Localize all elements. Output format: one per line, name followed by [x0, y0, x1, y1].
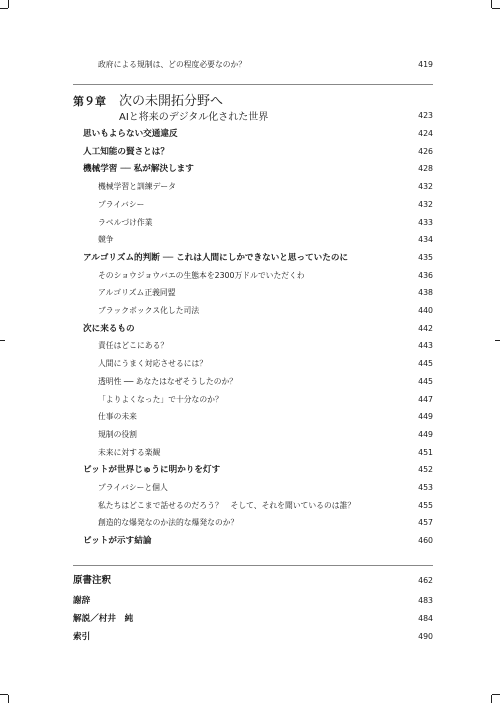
- toc-subsection[interactable]: [0, 303, 500, 319]
- toc-entry-title: 規制の役割: [98, 429, 137, 439]
- toc-entry-title: アルゴリズム正義同盟: [98, 288, 176, 298]
- toc-subsection[interactable]: [0, 179, 500, 195]
- toc-entry-title: 思いもよらない交通違反: [83, 129, 178, 139]
- toc-subsection[interactable]: [0, 268, 500, 284]
- crop-mark: [0, 8, 8, 9]
- toc-entry-page: 432: [418, 182, 433, 192]
- toc-subsection[interactable]: [0, 445, 500, 461]
- toc-section[interactable]: [0, 462, 500, 478]
- toc-entry-title: 人工知能の賢さとは？: [83, 146, 169, 157]
- toc-subsection[interactable]: [0, 427, 500, 443]
- crop-mark: [8, 695, 9, 703]
- toc-entry-title: 次に来るもの: [83, 323, 135, 334]
- toc-back-matter-item[interactable]: [0, 611, 500, 627]
- chapter-title: 次の未開拓分野へ: [119, 94, 224, 109]
- toc-section[interactable]: [0, 126, 500, 142]
- chapter-number: 第９章: [73, 95, 106, 108]
- toc-subsection[interactable]: [0, 515, 500, 531]
- toc-subsection[interactable]: [0, 215, 500, 231]
- toc-entry-title: 「よりよくなった」で十分なのか？: [98, 394, 223, 404]
- toc-entry-title: 解説／村井 純: [73, 614, 134, 624]
- toc-entry-title: ビットが示す結論: [83, 536, 152, 547]
- toc-subsection[interactable]: [0, 498, 500, 514]
- toc-entry-title: 仕事の未来: [98, 412, 137, 422]
- crop-mark: [492, 694, 500, 695]
- toc-back-matter-item[interactable]: [0, 593, 500, 609]
- crop-mark: [491, 695, 492, 703]
- toc-entry-page: 438: [418, 288, 433, 298]
- toc-entry-page: 490: [418, 632, 433, 641]
- toc-entry-page: 436: [418, 270, 433, 280]
- toc-subsection[interactable]: [0, 356, 500, 372]
- crop-mark: [8, 0, 9, 8]
- toc-entry-page: 434: [418, 235, 433, 245]
- chapter-page: 423: [418, 111, 433, 120]
- toc-subsection[interactable]: [0, 392, 500, 408]
- toc-entry-title: そのショウジョウバエの生態本を2300万ドルでいただくわ: [98, 270, 305, 280]
- toc-entry-page: 457: [418, 518, 433, 528]
- toc-entry-page: 432: [418, 199, 433, 209]
- toc-subsection[interactable]: [0, 285, 500, 301]
- toc-section[interactable]: [0, 161, 500, 177]
- toc-entry-title: 私たちはどこまで話せるのだろう？ そして、それを聞いているのは誰？: [98, 500, 356, 510]
- toc-section[interactable]: [0, 533, 500, 549]
- toc-entry-page: 447: [418, 394, 433, 404]
- toc-entry-title: 機械学習 ── 私が解決します: [83, 164, 194, 175]
- toc-entry-title: 未来に対する楽観: [98, 447, 161, 457]
- toc-entry-page: 428: [418, 164, 433, 174]
- toc-section[interactable]: [0, 144, 500, 160]
- toc-entry-page: 433: [418, 217, 433, 227]
- toc-entry-page: 452: [418, 465, 433, 475]
- toc-entry-title: プライバシーと個人: [98, 483, 168, 492]
- chapter-rule: [73, 84, 433, 85]
- toc-section[interactable]: [0, 250, 500, 266]
- chapter-subtitle: AIと将来のデジタル化された世界: [119, 112, 269, 123]
- toc-entry-title: ブラックボックス化した司法: [98, 306, 200, 315]
- toc-entry-page: 455: [418, 500, 433, 510]
- toc-subsection[interactable]: [0, 338, 500, 354]
- toc-entry-page: 442: [418, 323, 433, 333]
- toc-entry-page: 443: [418, 341, 433, 351]
- toc-entry-page: 419: [418, 60, 433, 69]
- toc-entry-title: 原書注釈: [73, 575, 112, 586]
- back-matter-rule: [73, 565, 433, 566]
- crop-mark: [492, 8, 500, 9]
- toc-entry-title: 創造的な爆発なのか法的な爆発なのか？: [98, 518, 239, 528]
- toc-entry-title: 謝辞: [73, 596, 91, 606]
- toc-entry-title: 索引: [73, 632, 91, 642]
- toc-entry-page: 449: [418, 412, 433, 422]
- toc-entry-top[interactable]: [0, 57, 500, 73]
- toc-entry-page: 451: [418, 447, 433, 457]
- toc-entry-title: 人間にうまく対応させるには？: [98, 359, 208, 369]
- toc-entry-page: 483: [418, 596, 433, 605]
- toc-entry-page: 424: [418, 129, 433, 138]
- crop-mark: [491, 0, 492, 8]
- toc-entry-page: 462: [418, 576, 433, 585]
- toc-entry-page: 460: [418, 536, 433, 546]
- toc-back-matter-item[interactable]: [0, 629, 500, 645]
- toc-subsection[interactable]: [0, 374, 500, 390]
- toc-entry-title: 政府による規制は、どの程度必要なのか？: [98, 60, 247, 69]
- toc-entry-page: 445: [418, 376, 433, 386]
- toc-subsection[interactable]: [0, 409, 500, 425]
- toc-entry-title: 透明性 ── あなたはなぜそうしたのか？: [98, 376, 238, 386]
- toc-entry-title: アルゴリズム的判断 ── これは人間にしかできないと思っていたのに: [83, 252, 349, 263]
- toc-subsection[interactable]: [0, 197, 500, 213]
- toc-entry-title: ビットが世界じゅうに明かりを灯す: [83, 465, 221, 476]
- toc-entry-page: 449: [418, 429, 433, 439]
- toc-back-matter-item[interactable]: [0, 573, 500, 589]
- toc-entry-title: 競争: [98, 235, 114, 245]
- toc-entry-title: 責任はどこにある？: [98, 341, 169, 351]
- toc-entry-title: ラベルづけ作業: [98, 217, 153, 227]
- toc-entry-title: 機械学習と訓練データ: [98, 182, 176, 192]
- toc-subsection[interactable]: [0, 232, 500, 248]
- toc-entry-page: 435: [418, 252, 433, 262]
- toc-entry-page: 453: [418, 483, 433, 492]
- toc-entry-page: 484: [418, 614, 433, 623]
- toc-entry-page: 426: [418, 146, 433, 156]
- toc-entry-page: 445: [418, 359, 433, 369]
- toc-entry-title: プライバシー: [98, 199, 145, 209]
- toc-entry-page: 440: [418, 306, 433, 315]
- crop-mark: [0, 694, 8, 695]
- toc-section[interactable]: [0, 321, 500, 337]
- toc-subsection[interactable]: [0, 480, 500, 496]
